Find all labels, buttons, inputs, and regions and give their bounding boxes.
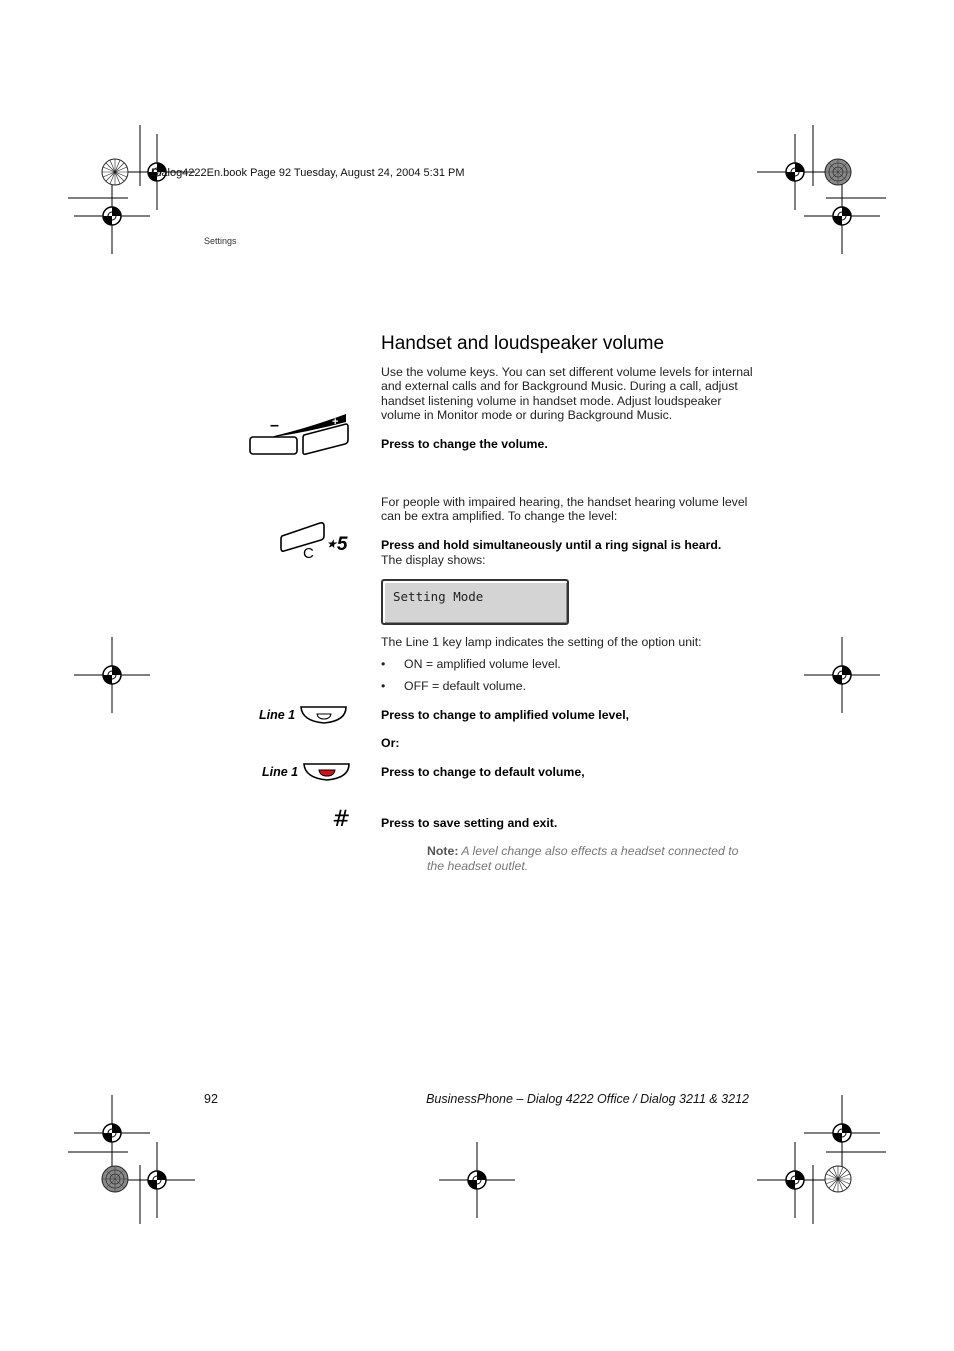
step-volume: Press to change the volume.: [381, 437, 548, 451]
hash-key-icon: #: [332, 807, 351, 832]
volume-plus-label: +: [332, 416, 339, 428]
phone-display: [381, 579, 569, 625]
book-file-info: Dialog4222En.book Page 92 Tuesday, August 24, 2004 5:31 PM: [151, 167, 465, 179]
line1-key-label-red: Line 1: [262, 765, 299, 779]
step-hold: Press and hold simultaneously until a ring signal is heard.: [381, 538, 722, 552]
bullet-off: OFF = default volume.: [404, 679, 526, 693]
note-label: Note:: [427, 844, 459, 858]
section-label: Settings: [204, 236, 237, 246]
clear-star5-keys-icon: [278, 520, 356, 562]
line1-key-icon: [298, 705, 350, 725]
line1-key-lamp-on-icon: [301, 762, 353, 782]
volume-keys-icon: [248, 410, 352, 458]
intro-paragraph: Use the volume keys. You can set different volume levels for internal and external calls and for Background Music. During a call, adjust handset listening volume in handset mode. Adjust loudspeaker volume in Monitor mode or during Background Music.: [381, 365, 753, 422]
page-title: Handset and loudspeaker volume: [381, 333, 665, 354]
star5-key-label: ⋆5: [325, 534, 348, 555]
footer-title: BusinessPhone – Dialog 4222 Office / Dialog 3211 & 3212: [426, 1092, 749, 1106]
bullet-on: ON = amplified volume level.: [404, 657, 561, 671]
bullet-marker: •: [381, 657, 386, 671]
page-number: 92: [204, 1092, 218, 1106]
note-box: [427, 844, 752, 874]
step-amplified: Press to change to amplified volume level,: [381, 708, 630, 722]
display-text: Setting Mode: [393, 589, 484, 604]
volume-minus-label: –: [270, 417, 279, 434]
lamp-intro: The Line 1 key lamp indicates the setting of the option unit:: [381, 635, 702, 649]
line1-key-label: Line 1: [259, 708, 296, 722]
bullet-marker: •: [381, 679, 386, 693]
step-default: Press to change to default volume,: [381, 765, 585, 779]
or-label: Or:: [381, 736, 400, 750]
note-text: A level change also effects a headset connected to the headset outlet.: [427, 844, 739, 873]
hearing-paragraph: For people with impaired hearing, the handset hearing volume level can be extra amplified. To change the level:: [381, 495, 748, 524]
display-shows-label: The display shows:: [381, 553, 486, 567]
step-save: Press to save setting and exit.: [381, 816, 558, 830]
c-key-label: C: [303, 545, 314, 562]
